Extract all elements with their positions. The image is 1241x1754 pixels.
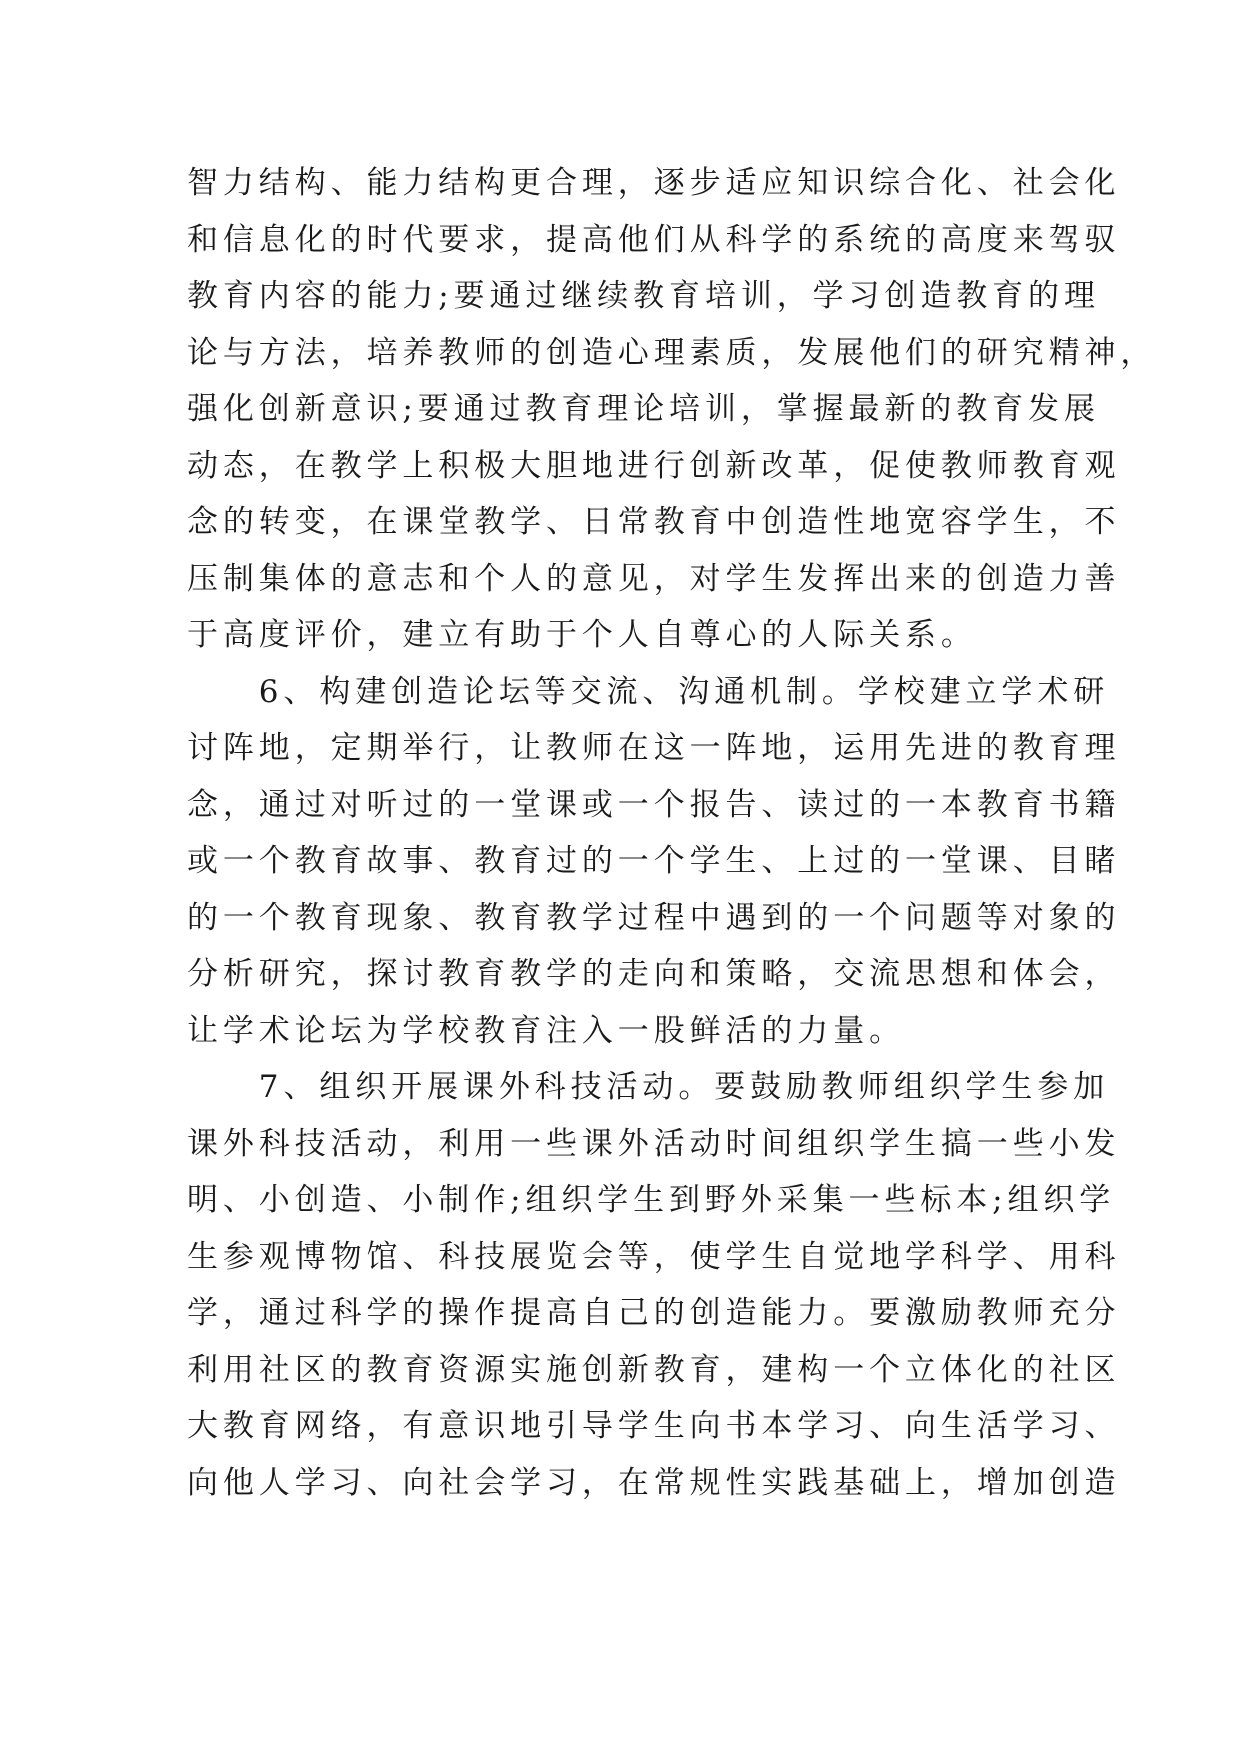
body-text [187,155,1157,1511]
text-line: 强化创新意识;要通过教育理论培训，掌握最新的教育发展 [187,391,1100,427]
text-line: 讨阵地，定期举行，让教师在这一阵地，运用先进的教育理 [187,730,1121,766]
text-line: 向他人学习、向社会学习，在常规性实践基础上，增加创造 [187,1464,1121,1501]
text-line: 论与方法，培养教师的创造心理素质，发展他们的研究精神， [187,334,1157,371]
text-line: 教育内容的能力;要通过继续教育培训，学习创造教育的理 [187,278,1100,314]
paragraph-6-first-line: 6、构建创造论坛等交流、沟通机制。学校建立学术研 [187,673,1110,710]
text-line: 念，通过对听过的一堂课或一个报告、读过的一本教育书籍 [187,786,1121,823]
text-line: 课外科技活动，利用一些课外活动时间组织学生搞一些小发 [187,1125,1121,1162]
text-line: 或一个教育故事、教育过的一个学生、上过的一堂课、目睹 [187,843,1121,879]
text-line: 于高度评价，建立有助于个人自尊心的人际关系。 [187,617,977,653]
text-line: 压制集体的意志和个人的意见，对学生发挥出来的创造力善 [187,560,1121,597]
text-line: 和信息化的时代要求，提高他们从科学的系统的高度来驾驭 [187,221,1121,258]
text-line: 分析研究，探讨教育教学的走向和策略，交流思想和体会， [187,956,1121,992]
text-line: 念的转变，在课堂教学、日常教育中创造性地宽容学生，不 [187,504,1121,540]
paragraph-7-first-line: 7、组织开展课外科技活动。要鼓励教师组织学生参加 [187,1069,1110,1105]
text-line: 让学术论坛为学校教育注入一股鲜活的力量。 [187,1012,905,1049]
text-line: 学，通过科学的操作提高自己的创造能力。要激励教师充分 [187,1295,1121,1331]
text-line: 动态，在教学上积极大胆地进行创新改革，促使教师教育观 [187,447,1121,484]
text-line: 明、小创造、小制作;组织学生到野外采集一些标本;组织学 [187,1182,1116,1218]
text-line: 智力结构、能力结构更合理，逐步适应知识综合化、社会化 [187,165,1121,201]
text-line: 的一个教育现象、教育教学过程中遇到的一个问题等对象的 [187,899,1121,936]
text-line: 利用社区的教育资源实施创新教育，建构一个立体化的社区 [187,1351,1121,1388]
text-line: 大教育网络，有意识地引导学生向书本学习、向生活学习、 [187,1408,1121,1444]
text-line: 生参观博物馆、科技展览会等，使学生自觉地学科学、用科 [187,1238,1121,1275]
